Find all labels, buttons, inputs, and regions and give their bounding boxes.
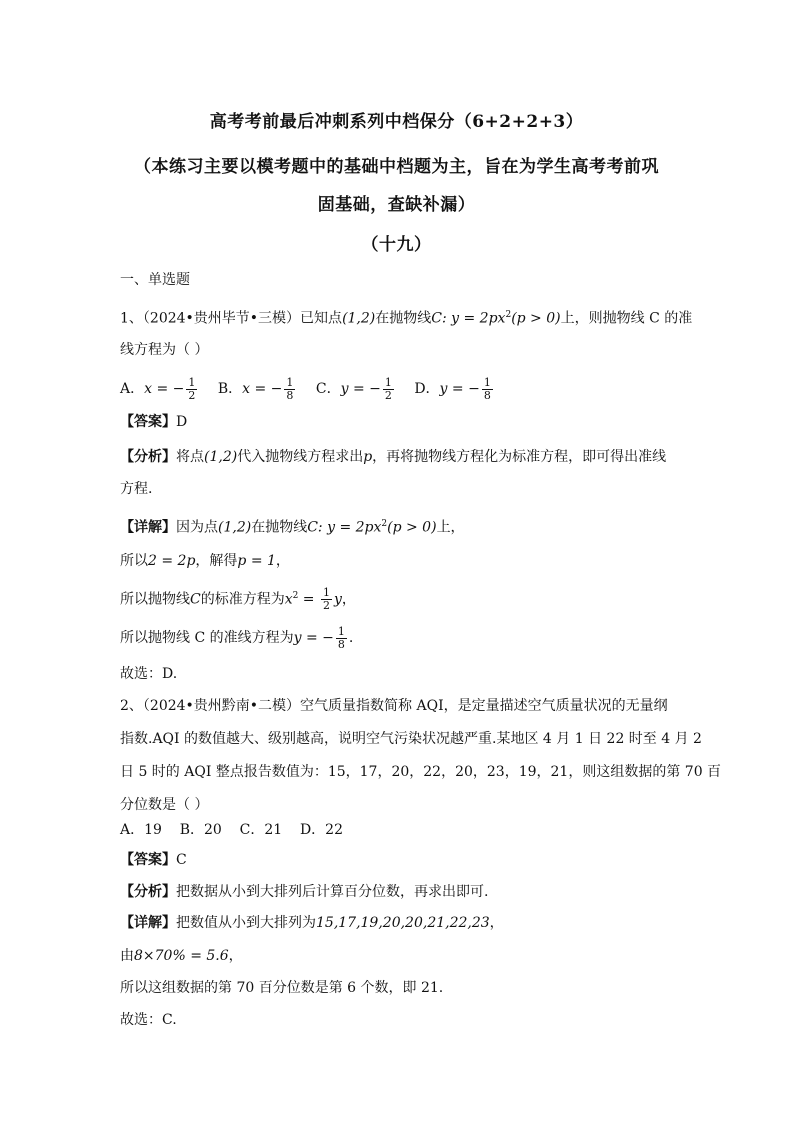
q1-option-b: B．x = − $\frac{1}{8}$ [217, 375, 294, 402]
q1-stem-c: 上，则抛物线 C 的准 [560, 310, 693, 327]
q2-step2: 所以这组数据的第 70 百分位数是第 6 个数，即 21. [120, 980, 444, 996]
q1-stem-line2: 线方程为（ ） [120, 342, 209, 358]
q1-choose: 故选：D. [120, 666, 178, 682]
page-subtitle-line1: （本练习主要以模考题中的基础中档题为主，旨在为学生高考考前巩 [134, 157, 659, 177]
q1-exp: 2 [505, 310, 512, 320]
page-title: 高考考前最后冲刺系列中档保分（6+2+2+3） [209, 112, 584, 132]
q1-stem-a: 1、（2024•贵州毕节•三模）已知点 [120, 310, 343, 327]
q1-detail-line1: 【详解】因为点(1,2)在抛物线C: $y = 2px^2(p > 0)$上， [120, 519, 465, 536]
q1-step3: 所以抛物线 C 的准线方程为y = − $\frac{1}{8}$ . [120, 624, 354, 651]
q2-step1: 由8×70% = 5.6， [120, 948, 243, 964]
section-heading: 一、单选题 [120, 272, 190, 288]
q2-stem-line2: 指数.AQI 的数值越大、级别越高，说明空气污染状况越严重.某地区 4 月 1 日 22 时至 4 月 2 [120, 731, 702, 747]
q1-option-a: A．x = − $\frac{1}{2}$ [120, 375, 196, 402]
page-subtitle-line2: 固基础，查缺补漏） [317, 195, 476, 215]
q2-stem-line3: 日 5 时的 AQI 整点报告数值为：15，17，20，22，20，23，19，21，则这组数据的第 70 百 [120, 764, 722, 780]
q1-step2: 所以抛物线C的标准方程为$x^2$ = $\frac{1}{2}$ y， [120, 586, 356, 613]
q1-stem-line1 [120, 305, 692, 329]
q1-cond: (p > 0) [511, 310, 561, 327]
q1-curve: C: y = 2px [431, 310, 506, 327]
q2-analysis: 【分析】把数据从小到大排列后计算百分位数，再求出即可. [120, 884, 489, 900]
q1-answer: 【答案】D [120, 414, 188, 430]
q2-detail: 【详解】把数值从小到大排列为15,17,19,20,20,21,22,23， [120, 915, 504, 931]
q2-answer: 【答案】C [120, 852, 187, 868]
q2-stem-line1: 2、（2024•贵州黔南•二模）空气质量指数简称 AQI，是定量描述空气质量状况的无量纲 [120, 698, 668, 714]
q1-step1: 所以2 = 2p，解得p = 1， [120, 553, 290, 569]
q1-analysis-line1: 【分析】将点(1,2)代入抛物线方程求出p，再将抛物线方程化为标准方程，即可得出准线 [120, 449, 667, 465]
q1-option-d: D．y = − $\frac{1}{8}$ [414, 375, 491, 402]
q1-options [120, 375, 495, 403]
page-number-title: （十九） [361, 235, 432, 255]
q2-options: A．19 B．20 C．21 D．22 [120, 822, 343, 838]
q2-choose: 故选：C. [120, 1012, 177, 1028]
q1-option-c: C．y = − $\frac{1}{2}$ [315, 375, 392, 402]
q1-analysis-line2: 方程. [120, 481, 153, 497]
q1-point: (1,2) [342, 310, 376, 327]
q2-stem-line4: 分位数是（ ） [120, 797, 209, 813]
q1-stem-b: 在抛物线 [375, 310, 432, 327]
